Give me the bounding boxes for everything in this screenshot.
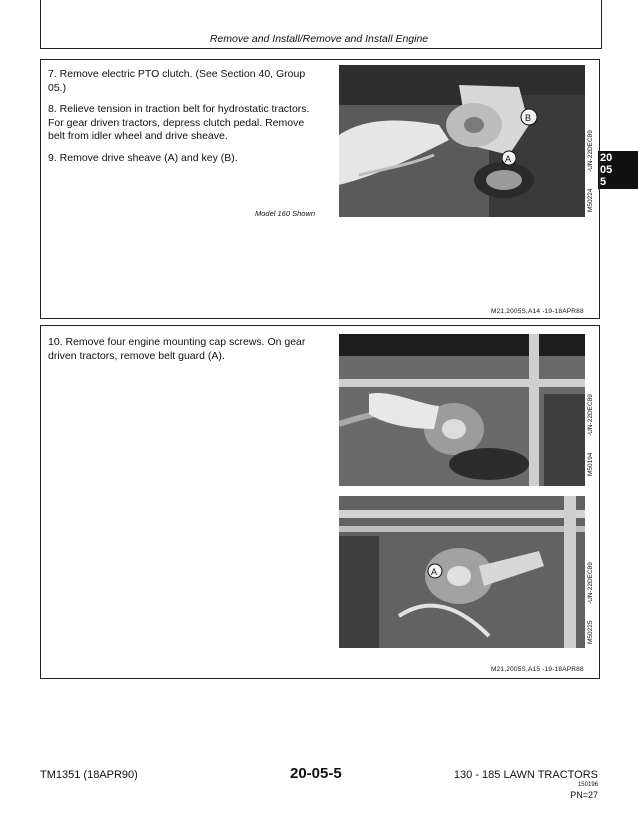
- callout-b: B: [525, 113, 532, 123]
- section-tab: [598, 151, 638, 189]
- engine-photo-2: [339, 334, 585, 486]
- engine-photo-1: [339, 65, 585, 217]
- panel1-steps: [48, 68, 323, 173]
- photo1-id: M50224: [587, 188, 594, 212]
- photo2-date: -UN-22DEC89: [587, 394, 594, 436]
- engine-photo-2-illustration: [339, 334, 585, 486]
- section-tab-line3: 5: [600, 176, 607, 188]
- photo3-date: -UN-22DEC89: [587, 562, 594, 604]
- step-9: 9. Remove drive sheave (A) and key (B).: [48, 151, 238, 164]
- section-tab-line1: 20: [600, 152, 613, 164]
- engine-photo-3-illustration: [339, 496, 585, 648]
- footer-page-number: 20-05-5: [290, 765, 342, 782]
- step-7: 7. Remove electric PTO clutch. (See Section 40, Group 05.): [48, 68, 306, 94]
- photo2-id: M50194: [587, 452, 594, 476]
- callout-a: A: [505, 154, 512, 164]
- panel2-steps: [48, 336, 323, 371]
- instruction-panel-2: [40, 325, 600, 679]
- footer-doc-number: TM1351 (18APR90): [40, 769, 138, 781]
- engine-photo-1-illustration: [339, 65, 585, 217]
- panel1-reference: M21,2005S,A14 -19-18APR88: [491, 308, 584, 315]
- photo-caption: Model 160 Shown: [255, 209, 316, 218]
- step-8: 8. Relieve tension in traction belt for hydrostatic tractors. For gear driven tractors, depress clutch pedal. Remove belt from idler wheel and drive sheave.: [48, 103, 310, 142]
- footer-code: 150196: [577, 782, 598, 788]
- photo1-date: -UN-22DEC89: [587, 130, 594, 172]
- engine-photo-3: [339, 496, 585, 648]
- footer-title: 130 - 185 LAWN TRACTORS: [453, 769, 598, 781]
- instruction-panel-1: [40, 59, 600, 319]
- callout-a-2: A: [431, 567, 438, 577]
- photo3-id: M50225: [587, 620, 594, 644]
- section-tab-line2: 05: [600, 164, 613, 176]
- footer-pn: PN=27: [570, 790, 598, 800]
- step-10: 10. Remove four engine mounting cap screws. On gear driven tractors, remove belt guard (A).: [48, 336, 306, 362]
- page-header-title: Remove and Install/Remove and Install Engine: [209, 33, 429, 45]
- panel2-reference: M21,2005S,A15 -19-18APR88: [491, 666, 584, 673]
